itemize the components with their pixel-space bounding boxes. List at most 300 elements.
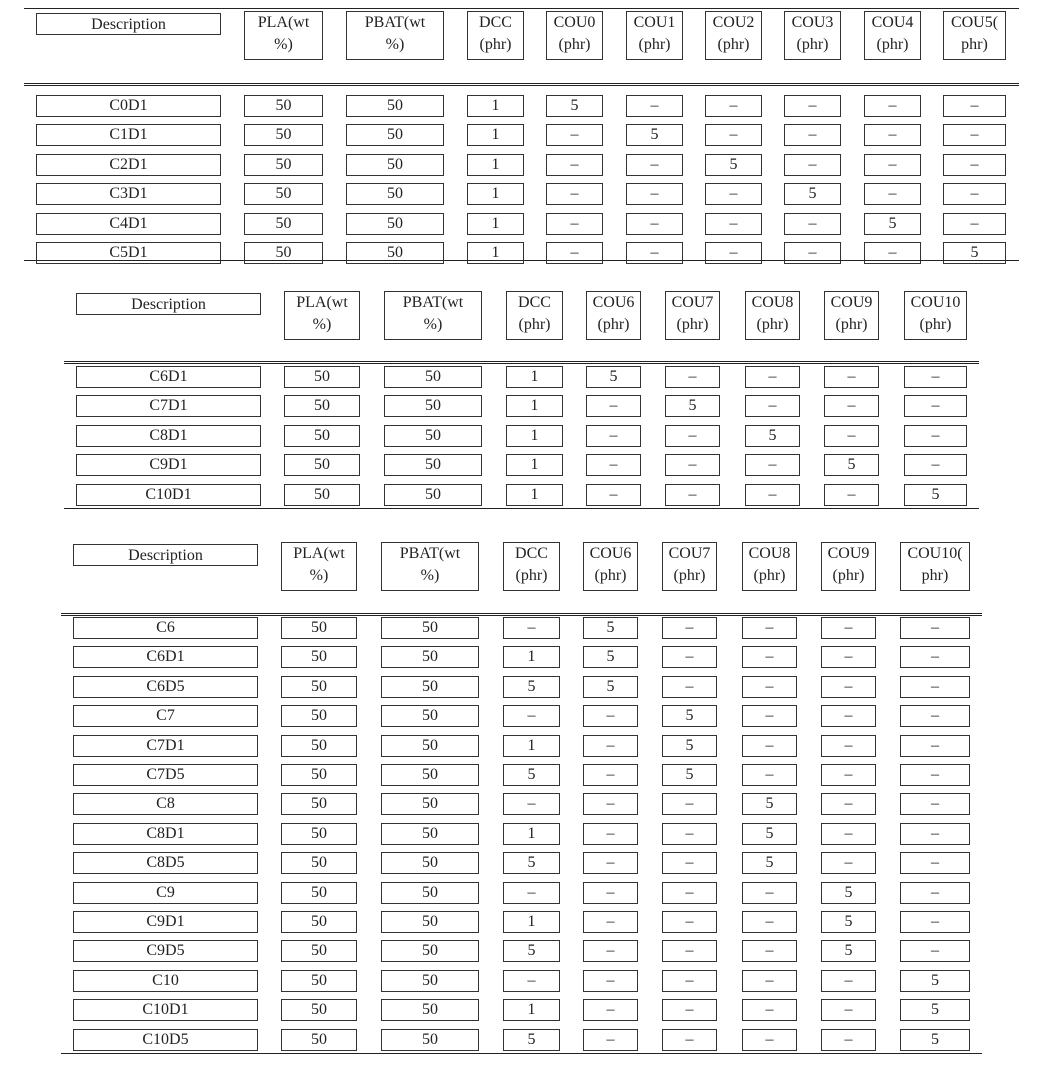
header-cell: COU8 (phr) — [742, 542, 797, 590]
row-description: C0D1 — [36, 95, 221, 117]
table-cell: 5 — [821, 940, 876, 962]
row-description: C1D1 — [36, 124, 221, 146]
table-cell: 50 — [381, 1029, 479, 1051]
table-row — [24, 154, 1019, 176]
table-cell: – — [583, 940, 638, 962]
table-cell: 50 — [381, 882, 479, 904]
header-underline — [546, 59, 603, 60]
table-row — [61, 617, 982, 639]
table-cell: 1 — [503, 823, 560, 845]
table-row — [61, 852, 982, 874]
row-description: C8D1 — [76, 425, 261, 447]
table-cell: – — [821, 1029, 876, 1051]
header-cell: PBAT(wt %) — [346, 11, 444, 59]
table-cell: – — [900, 676, 970, 698]
header-cell: Description — [73, 544, 258, 566]
table-cell: 50 — [281, 852, 357, 874]
table-row — [61, 705, 982, 727]
table-cell: – — [662, 793, 717, 815]
table-cell: 50 — [381, 852, 479, 874]
table-cell: – — [665, 366, 720, 388]
table-cell: – — [821, 646, 876, 668]
table-cell: 50 — [244, 183, 323, 205]
table-cell: – — [662, 940, 717, 962]
table-cell: – — [943, 183, 1006, 205]
table-cell: – — [784, 242, 841, 264]
table-cell: – — [864, 124, 921, 146]
table-cell: – — [626, 95, 683, 117]
table-cell: – — [900, 911, 970, 933]
table-cell: 1 — [506, 454, 563, 476]
table-row — [64, 425, 979, 447]
table-cell: – — [586, 454, 641, 476]
header-underline — [384, 339, 482, 340]
table-cell: – — [900, 852, 970, 874]
table-cell: – — [821, 617, 876, 639]
table-cell: – — [503, 882, 560, 904]
table-cell: – — [821, 999, 876, 1021]
row-description: C10D5 — [73, 1029, 258, 1051]
table-cell: 50 — [281, 735, 357, 757]
table-cell: 50 — [384, 484, 482, 506]
row-description: C10D1 — [76, 484, 261, 506]
table-row — [61, 970, 982, 992]
table-cell: 50 — [284, 425, 360, 447]
header-underline — [943, 59, 1006, 60]
table-cell: – — [583, 1029, 638, 1051]
row-description: C6D1 — [73, 646, 258, 668]
header-underline — [503, 590, 560, 591]
table-cell: – — [586, 484, 641, 506]
row-description: C6 — [73, 617, 258, 639]
table-cell: – — [583, 823, 638, 845]
table-cell: 5 — [546, 95, 603, 117]
table-cell: 5 — [583, 617, 638, 639]
table-row — [61, 646, 982, 668]
table-cell: 5 — [662, 764, 717, 786]
table-cell: – — [821, 764, 876, 786]
table-cell: 50 — [346, 124, 444, 146]
table-cell: – — [662, 911, 717, 933]
header-underline — [281, 590, 357, 591]
table-cell: – — [742, 617, 797, 639]
table-cell: 50 — [281, 940, 357, 962]
header-underline — [284, 339, 360, 340]
table-cell: 50 — [284, 454, 360, 476]
table-cell: – — [943, 154, 1006, 176]
row-description: C7D1 — [73, 735, 258, 757]
table-cell: 5 — [864, 213, 921, 235]
header-underline — [346, 59, 444, 60]
header-underline — [662, 590, 717, 591]
table-cell: 50 — [281, 793, 357, 815]
table-cell: 50 — [284, 484, 360, 506]
table-row — [61, 999, 982, 1021]
table-cell: – — [705, 242, 762, 264]
row-description: C8D1 — [73, 823, 258, 845]
table-cell: – — [583, 852, 638, 874]
table-cell: 1 — [503, 646, 560, 668]
table-cell: 5 — [662, 705, 717, 727]
table-row — [61, 764, 982, 786]
row-description: C9 — [73, 882, 258, 904]
table-row — [24, 213, 1019, 235]
table-row — [61, 940, 982, 962]
table-cell: – — [662, 676, 717, 698]
table-cell: – — [745, 484, 800, 506]
table-cell: 50 — [244, 95, 323, 117]
table-cell: – — [742, 676, 797, 698]
table-cell: – — [900, 823, 970, 845]
table-cell: – — [546, 213, 603, 235]
table-cell: 5 — [821, 882, 876, 904]
table-cell: – — [742, 735, 797, 757]
header-cell: PBAT(wt %) — [384, 291, 482, 339]
table-3 — [61, 539, 982, 1055]
table-cell: – — [943, 95, 1006, 117]
table-cell: – — [900, 735, 970, 757]
header-cell: COU5( phr) — [943, 11, 1006, 59]
table-cell: – — [784, 124, 841, 146]
table-cell: – — [665, 484, 720, 506]
table-cell: 5 — [626, 124, 683, 146]
table-cell: – — [821, 705, 876, 727]
table-cell: 50 — [384, 366, 482, 388]
table-cell: – — [705, 183, 762, 205]
table-cell: 1 — [506, 395, 563, 417]
table-row — [61, 793, 982, 815]
row-description: C7D1 — [76, 395, 261, 417]
row-description: C5D1 — [36, 242, 221, 264]
header-underline — [583, 590, 638, 591]
table-cell: – — [900, 793, 970, 815]
table-cell: – — [583, 911, 638, 933]
table-cell: – — [546, 154, 603, 176]
table-cell: – — [665, 454, 720, 476]
table-cell: – — [821, 823, 876, 845]
table-cell: 5 — [665, 395, 720, 417]
table-cell: – — [784, 213, 841, 235]
table-cell: – — [662, 882, 717, 904]
table-cell: 50 — [281, 1029, 357, 1051]
table-cell: 5 — [662, 735, 717, 757]
table-cell: – — [742, 882, 797, 904]
table-cell: – — [503, 793, 560, 815]
header-cell: COU10 (phr) — [904, 291, 967, 339]
table-cell: 50 — [281, 646, 357, 668]
table-row — [61, 882, 982, 904]
table-cell: 50 — [381, 617, 479, 639]
table-cell: 5 — [943, 242, 1006, 264]
header-underline — [381, 590, 479, 591]
table-cell: 5 — [742, 793, 797, 815]
table-cell: – — [900, 940, 970, 962]
table-cell: – — [583, 999, 638, 1021]
table-cell: 50 — [381, 764, 479, 786]
row-description: C9D5 — [73, 940, 258, 962]
header-underline — [900, 590, 970, 591]
table-row — [61, 823, 982, 845]
table-cell: 50 — [381, 911, 479, 933]
row-description: C4D1 — [36, 213, 221, 235]
table-cell: 5 — [900, 999, 970, 1021]
table-cell: 5 — [904, 484, 967, 506]
table-cell: – — [742, 999, 797, 1021]
header-cell: COU9 (phr) — [821, 542, 876, 590]
table-cell: 50 — [381, 705, 479, 727]
table-cell: – — [503, 970, 560, 992]
table-cell: – — [662, 970, 717, 992]
header-underline — [506, 339, 563, 340]
table-row — [64, 366, 979, 388]
table-cell: 5 — [503, 940, 560, 962]
header-cell: COU7 (phr) — [662, 542, 717, 590]
table-bottom-rule — [64, 508, 979, 509]
table-cell: 1 — [503, 999, 560, 1021]
table-cell: – — [626, 213, 683, 235]
table-cell: – — [583, 793, 638, 815]
table-cell: 5 — [742, 852, 797, 874]
table-cell: – — [705, 95, 762, 117]
header-cell: COU0 (phr) — [546, 11, 603, 59]
header-cell: COU2 (phr) — [705, 11, 762, 59]
table-cell: 50 — [381, 646, 479, 668]
header-cell: COU10( phr) — [900, 542, 970, 590]
table-row — [61, 1029, 982, 1051]
table-cell: 50 — [281, 911, 357, 933]
table-cell: 5 — [784, 183, 841, 205]
table-1 — [24, 8, 1019, 262]
table-cell: 50 — [244, 124, 323, 146]
row-description: C8D5 — [73, 852, 258, 874]
table-cell: – — [864, 242, 921, 264]
table-cell: 1 — [467, 124, 524, 146]
header-underline — [244, 59, 323, 60]
table-cell: – — [900, 764, 970, 786]
table-cell: 50 — [384, 425, 482, 447]
table-cell: 50 — [281, 764, 357, 786]
table-cell: 5 — [900, 1029, 970, 1051]
header-cell: Description — [36, 13, 221, 35]
table-cell: 50 — [346, 183, 444, 205]
table-cell: – — [583, 882, 638, 904]
header-underline — [864, 59, 921, 60]
header-underline — [742, 590, 797, 591]
table-cell: – — [503, 705, 560, 727]
row-description: C6D5 — [73, 676, 258, 698]
table-cell: – — [784, 95, 841, 117]
table-cell: – — [904, 366, 967, 388]
table-cell: 1 — [503, 911, 560, 933]
table-cell: 50 — [381, 999, 479, 1021]
table-cell: – — [742, 911, 797, 933]
table-cell: – — [745, 366, 800, 388]
table-cell: 5 — [583, 646, 638, 668]
table-cell: 50 — [244, 154, 323, 176]
table-cell: – — [824, 425, 879, 447]
table-cell: 50 — [281, 676, 357, 698]
table-cell: 50 — [244, 213, 323, 235]
table-cell: 5 — [824, 454, 879, 476]
table-cell: 50 — [281, 999, 357, 1021]
table-cell: 50 — [381, 735, 479, 757]
header-cell: COU6 (phr) — [583, 542, 638, 590]
table-top-rule — [24, 8, 1019, 9]
table-cell: – — [864, 183, 921, 205]
table-cell: – — [943, 213, 1006, 235]
table-cell: 50 — [346, 213, 444, 235]
header-cell: COU4 (phr) — [864, 11, 921, 59]
table-cell: 1 — [467, 242, 524, 264]
table-row — [64, 484, 979, 506]
table-cell: – — [821, 793, 876, 815]
table-row — [24, 124, 1019, 146]
row-description: C9D1 — [73, 911, 258, 933]
table-cell: – — [662, 999, 717, 1021]
header-double-rule — [64, 361, 979, 364]
row-description: C3D1 — [36, 183, 221, 205]
table-cell: – — [586, 425, 641, 447]
table-cell: – — [864, 154, 921, 176]
header-underline — [665, 339, 720, 340]
table-cell: – — [824, 484, 879, 506]
table-cell: – — [705, 124, 762, 146]
header-cell: COU7 (phr) — [665, 291, 720, 339]
table-cell: – — [662, 617, 717, 639]
table-cell: 5 — [821, 911, 876, 933]
table-cell: – — [662, 823, 717, 845]
row-description: C10D1 — [73, 999, 258, 1021]
table-cell: 50 — [381, 970, 479, 992]
row-description: C6D1 — [76, 366, 261, 388]
table-cell: 50 — [284, 366, 360, 388]
table-row — [64, 395, 979, 417]
table-cell: 50 — [281, 823, 357, 845]
table-row — [61, 911, 982, 933]
table-cell: 50 — [244, 242, 323, 264]
table-row — [61, 676, 982, 698]
table-cell: 50 — [284, 395, 360, 417]
table-cell: 50 — [384, 395, 482, 417]
header-cell: COU6 (phr) — [586, 291, 641, 339]
table-cell: 5 — [586, 366, 641, 388]
table-cell: 50 — [346, 154, 444, 176]
table-cell: – — [900, 705, 970, 727]
table-cell: – — [546, 124, 603, 146]
header-underline — [626, 59, 683, 60]
table-cell: 1 — [506, 484, 563, 506]
header-underline — [705, 59, 762, 60]
header-underline — [821, 590, 876, 591]
table-cell: 50 — [384, 454, 482, 476]
header-underline — [904, 339, 967, 340]
header-cell: DCC (phr) — [506, 291, 563, 339]
table-cell: – — [583, 764, 638, 786]
table-cell: – — [904, 425, 967, 447]
table-cell: – — [583, 735, 638, 757]
table-cell: 5 — [742, 823, 797, 845]
table-cell: – — [626, 183, 683, 205]
table-cell: 1 — [467, 95, 524, 117]
table-cell: 1 — [467, 154, 524, 176]
table-cell: – — [824, 395, 879, 417]
table-cell: – — [900, 646, 970, 668]
table-cell: 1 — [467, 183, 524, 205]
table-cell: 1 — [506, 366, 563, 388]
header-cell: COU3 (phr) — [784, 11, 841, 59]
header-double-rule — [24, 83, 1019, 86]
table-row — [61, 735, 982, 757]
table-cell: 50 — [381, 940, 479, 962]
row-description: C7D5 — [73, 764, 258, 786]
header-cell: COU9 (phr) — [824, 291, 879, 339]
table-cell: – — [586, 395, 641, 417]
table-cell: 50 — [281, 617, 357, 639]
row-description: C9D1 — [76, 454, 261, 476]
table-cell: – — [662, 1029, 717, 1051]
table-cell: – — [626, 154, 683, 176]
header-underline — [784, 59, 841, 60]
table-cell: – — [662, 852, 717, 874]
table-cell: – — [824, 366, 879, 388]
table-cell: – — [583, 970, 638, 992]
table-cell: – — [821, 970, 876, 992]
table-2 — [64, 288, 979, 510]
table-cell: 50 — [346, 242, 444, 264]
table-cell: 50 — [381, 823, 479, 845]
header-double-rule — [61, 613, 982, 616]
table-bottom-rule — [24, 260, 1019, 261]
table-cell: – — [742, 940, 797, 962]
table-cell: 50 — [281, 970, 357, 992]
table-row — [24, 183, 1019, 205]
header-cell: PLA(wt %) — [281, 542, 357, 590]
table-cell: 1 — [503, 735, 560, 757]
table-cell: – — [900, 617, 970, 639]
table-cell: – — [943, 124, 1006, 146]
table-cell: – — [742, 1029, 797, 1051]
table-cell: 50 — [281, 882, 357, 904]
table-row — [24, 95, 1019, 117]
table-row — [64, 454, 979, 476]
table-cell: – — [864, 95, 921, 117]
table-cell: 1 — [467, 213, 524, 235]
table-cell: – — [705, 213, 762, 235]
table-cell: – — [626, 242, 683, 264]
header-underline — [467, 59, 524, 60]
table-cell: – — [665, 425, 720, 447]
header-cell: COU8 (phr) — [745, 291, 800, 339]
header-underline — [824, 339, 879, 340]
table-cell: – — [503, 617, 560, 639]
header-cell: PLA(wt %) — [284, 291, 360, 339]
table-cell: 5 — [583, 676, 638, 698]
table-cell: – — [904, 395, 967, 417]
header-cell: PLA(wt %) — [244, 11, 323, 59]
header-cell: Description — [76, 293, 261, 315]
table-cell: 50 — [346, 95, 444, 117]
table-cell: 5 — [503, 1029, 560, 1051]
table-cell: 5 — [745, 425, 800, 447]
table-cell: 5 — [503, 676, 560, 698]
table-cell: – — [742, 970, 797, 992]
table-cell: – — [821, 735, 876, 757]
header-cell: DCC (phr) — [467, 11, 524, 59]
table-cell: 1 — [506, 425, 563, 447]
row-description: C7 — [73, 705, 258, 727]
table-cell: – — [900, 882, 970, 904]
header-underline — [745, 339, 800, 340]
